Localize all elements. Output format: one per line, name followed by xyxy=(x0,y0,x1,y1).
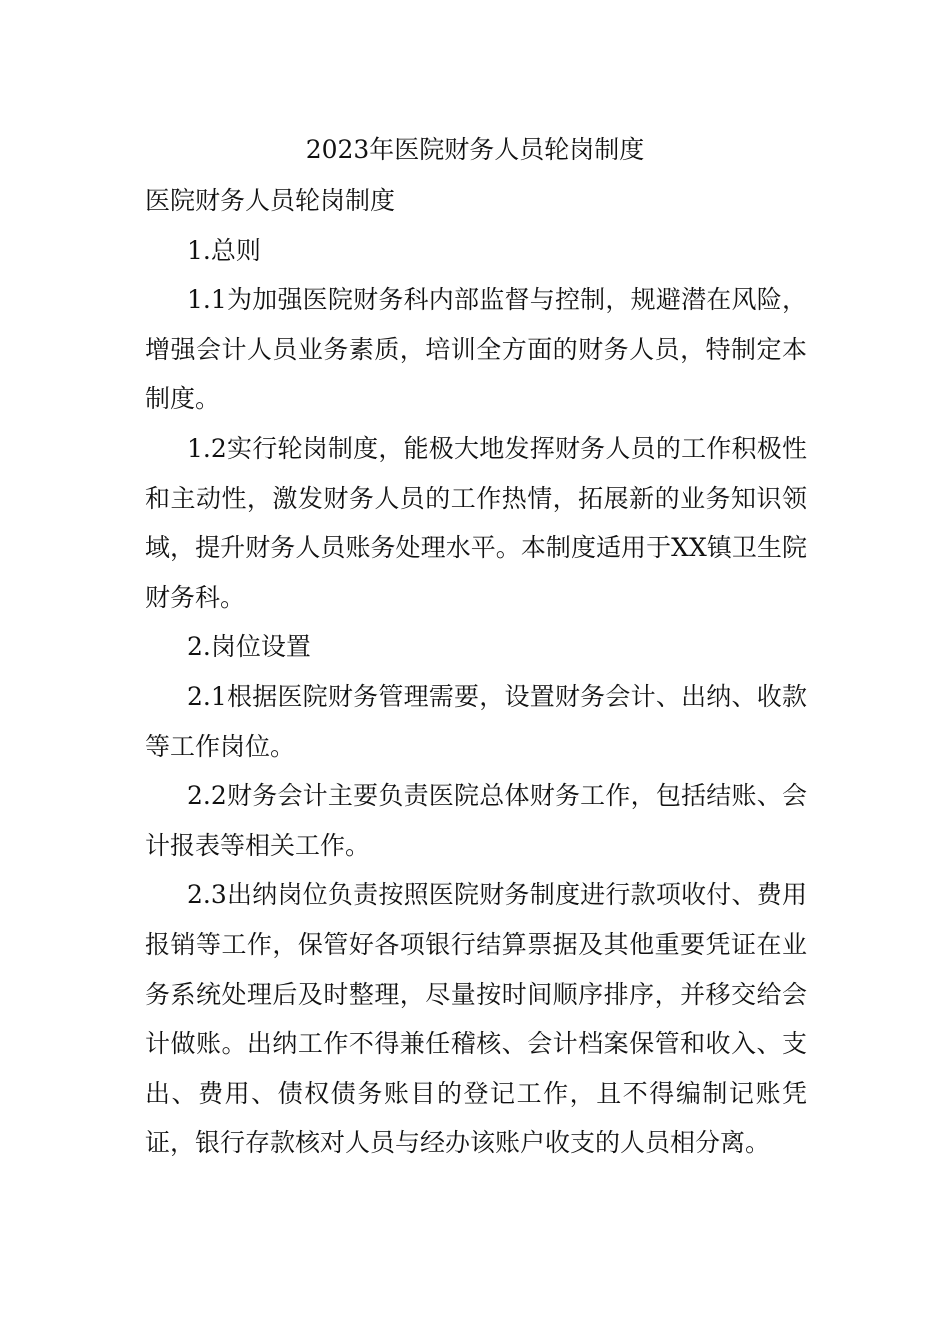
paragraph-1-2: 1.2实行轮岗制度，能极大地发挥财务人员的工作积极性和主动性，激发财务人员的工作热情，拓展新的业务知识领域，提升财务人员账务处理水平。本制度适用于XX镇卫生院财务科。 xyxy=(145,433,807,612)
paragraph-2-1: 2.1根据医院财务管理需要，设置财务会计、出纳、收款等工作岗位。 xyxy=(145,681,807,761)
section-heading-general: 1.总则 xyxy=(187,235,261,265)
section-heading-positions: 2.岗位设置 xyxy=(187,632,311,662)
paragraph-2-2: 2.2财务会计主要负责医院总体财务工作，包括结账、会计报表等相关工作。 xyxy=(145,781,807,860)
document-body xyxy=(145,176,807,1168)
document-subtitle: 医院财务人员轮岗制度 xyxy=(145,186,396,215)
paragraph-1-1: 1.1为加强医院财务科内部监督与控制，规避潜在风险，增强会计人员业务素质，培训全方面的财务人员，特制定本制度。 xyxy=(145,285,807,414)
document-title: 2023年医院财务人员轮岗制度 xyxy=(305,135,645,164)
paragraph-2-3: 2.3出纳岗位负责按照医院财务制度进行款项收付、费用报销等工作，保管好各项银行结算票据及其他重要凭证在业务系统处理后及时整理，尽量按时间顺序排序，并移交给会计做账。出纳工作不得兼任稽核、会计档案保管和收入、支出、费用、债权债务账目的登记工作，且不得编制记账凭证，银行存款核对人员与经办该账户收支的人员相分离。 xyxy=(145,880,807,1158)
